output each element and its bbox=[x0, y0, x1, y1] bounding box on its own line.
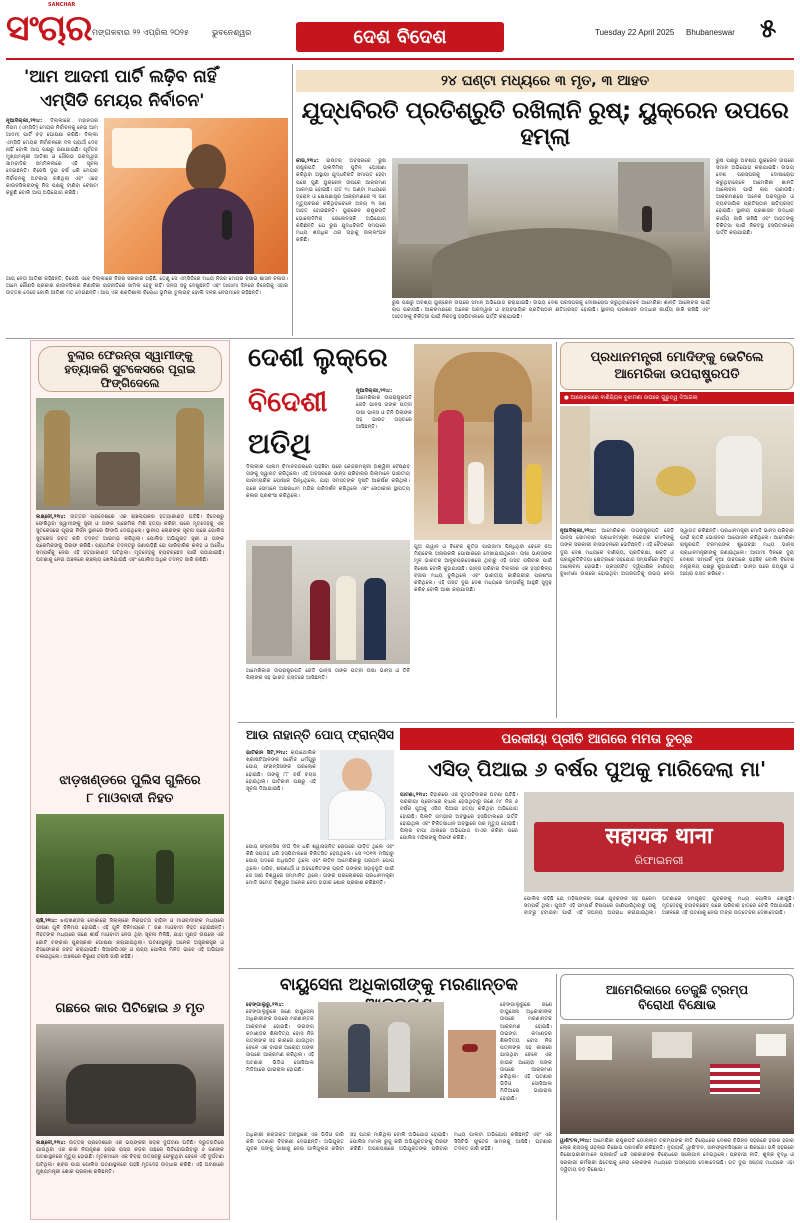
acid-body-b bbox=[524, 896, 794, 962]
suitcase-body bbox=[36, 514, 224, 770]
section-title: ଦେଶ ବିଦେଶ bbox=[353, 26, 447, 48]
pope-body-a bbox=[246, 750, 316, 840]
acid-headline: ଏସିଡ୍ ପିଆଇ ୬ ବର୍ଷର ପୁଅକୁ ମାରିଦେଲା ମା' bbox=[427, 757, 767, 781]
police-station-photo bbox=[524, 792, 794, 892]
story-maoist bbox=[36, 774, 224, 998]
airforce-dateline: ବେଙ୍ଗାଲୁରୁ,୨୧ା୪: bbox=[246, 1002, 284, 1008]
aircraft-stairs bbox=[252, 546, 292, 656]
story-aap bbox=[6, 64, 288, 332]
injured-officer-photo bbox=[448, 1030, 496, 1098]
col-rule-1 bbox=[292, 64, 293, 336]
pope-head bbox=[342, 758, 372, 792]
col-rule-bottom bbox=[556, 974, 557, 1220]
maoist-body bbox=[36, 918, 224, 998]
vance-figure bbox=[494, 404, 522, 524]
desi-text-a: ଆମେରିକାର ଉପରାଷ୍ଟ୍ରପତି ଜେଡି ଭାନ୍ସ ତାଙ୍କ ପତ୍ନୀ ଉଷା ଭାନ୍ସ ଓ ତିନି ପିଲାଙ୍କ ସହ ଭାରତ ଗସ୍ତରେ ଆସିଛନ୍ତି। bbox=[356, 395, 412, 431]
placard-2 bbox=[652, 1032, 692, 1058]
police-officer-1 bbox=[44, 410, 70, 506]
modi-dateline: ନୂଆଦିଲ୍ଲୀ,୨୧ା୪: bbox=[560, 528, 597, 534]
pope-dateline: ଭାଟିକାନ ସିଟି,୨୧ା୪: bbox=[246, 750, 288, 756]
col-rule-mid bbox=[556, 342, 557, 718]
aap-headline-1: 'ଆମ ଆଦମୀ ପାର୍ଟି ଲଢ଼ିବ ନାହିଁ bbox=[24, 67, 217, 87]
curtain-left bbox=[560, 406, 590, 524]
forest-photo bbox=[36, 814, 224, 914]
acid-text-b: ପୋଲିସ କହିଛି ଯେ ମହିଳାଙ୍କର ଜଣେ ଯୁବକଙ୍କ ସହ ପ୍ରେମ ସମ୍ପର୍କ ଥିଲା। ପୁଅଟି ଏହି ସମ୍ପର୍କ ବିଷୟରେ ଜାଣିପାରିଥିବାରୁ ତାକୁ ବାଟରୁ ହଟାଇବା ପାଇଁ ଏହି ଜଘନ୍ୟ ଅପରାଧ କରାଯାଇଥିଲା। ଘଟଣାରେ ସମ୍ପୃକ୍ତ ଯୁବକଙ୍କୁ ମଧ୍ୟ ପୋଲିସ ଖୋଜୁଛି। ମୃତଦେହକୁ ବ୍ୟବଚ୍ଛେଦ ପରେ ପରିବାର ହାତରେ ଟେକି ଦିଆଯାଇଛି। ଅଞ୍ଚଳରେ ଏହି ଘଟଣାକୁ ନେଇ ତୀବ୍ର ଉତ୍ତେଜନା ଦେଖାଦେଇଛି। bbox=[524, 896, 794, 917]
crash-dateline: ଲକ୍ଷ୍ନୌ,୨୧ା୪: bbox=[36, 1140, 66, 1146]
ukraine-body-under bbox=[392, 300, 710, 336]
welcome-person-3 bbox=[364, 578, 386, 660]
airforce-text-b: ଅଧିକାରୀ ରକ୍ତାକ୍ତ ଅବସ୍ଥାରେ ଏକ ଭିଡିଓ ଜାରି କରି ଘଟଣାର ବିବରଣୀ ଦେଇଛନ୍ତି। ଅଭିଯୁକ୍ତ ଯୁବକ ତାଙ୍କୁ ଭାଷାକୁ ନେଇ ଗାଳିଗୁଲଜ କରିବା ସହ ପଥର ମାରିଥିଲା ବୋଲି ଅଭିଯୋଗ ହୋଇଛି। ପୋଲିସ ମାମଲା ରୁଜୁ କରି ଅଭିଯୁକ୍ତଙ୍କୁ ଗିରଫ କରିଛି। ଅପରପକ୍ଷରେ ଅଭିଯୁକ୍ତଙ୍କ ପରିବାର ମଧ୍ୟ ପାଲଟା ଅଭିଯୋଗ କରିଛନ୍ତି ଏବଂ ଏକ ସିସିଟିଭି ଫୁଟେଜ ସାମ୍ନାକୁ ଆସିଛି। ଘଟଣାର ତଦନ୍ତ ଜାରି ରହିଛି। bbox=[246, 1132, 552, 1153]
trump-text: ଆମେରିକା ରାଷ୍ଟ୍ରପତି ଡୋନାଲ୍ଡ ଟ୍ରମ୍ପଙ୍କ ନୀତି ବିରୋଧରେ ଦେଶର ବିଭିନ୍ନ ସହରରେ ହଜାର ହଜାର ଲୋକ ରାସ୍ତାକୁ ଓହ୍ଲାଇ ବିକ୍ଷୋଭ ପ୍ରଦର୍ଶନ କରିଛନ୍ତି। ନ୍ୟୁୟର୍କ, ୱାଶିଂଟନ, ସାନଫ୍ରାନସିସ୍କୋ ଓ ଶିକାଗୋ ଭଳି ସହରରେ ବିକ୍ଷୋଭକାରୀମାନେ ପ୍ଲାକାର୍ଡ ଧରି ସରକାରଙ୍କ ବିରୋଧରେ ସ୍ଲୋଗାନ ଦେଇଥିଲେ। ପ୍ରବାସୀ ନୀତି, ଶୁଳ୍କ ବୃଦ୍ଧି ଓ ସରକାରୀ କର୍ମଚାରୀ ଛଟେଇକୁ ନେଇ ଲୋକଙ୍କ ମଧ୍ୟରେ ଅସନ୍ତୋଷ ଦେଖାଦେଇଛି। ଗତ ଦୁଇ ସପ୍ତାହ ମଧ୍ୟରେ ଏହା ଦ୍ୱିତୀୟ ବଡ଼ ବିକ୍ଷୋଭ। bbox=[560, 1138, 794, 1173]
aap-headline-2: ଏମ୍‌ସିଡି ମେୟର ନିର୍ବାଚନ' bbox=[40, 91, 205, 111]
trump-headline-1: ଆମେରିକାରେ ତେଜୁଛି ଟ୍ରମ୍ପ bbox=[605, 982, 749, 997]
story-pope bbox=[246, 728, 394, 962]
soldier-2 bbox=[156, 850, 174, 904]
story-trump-protest bbox=[560, 974, 794, 1220]
rubble-person bbox=[642, 206, 652, 232]
masthead-city: ଭୁବନେଶ୍ୱର bbox=[212, 28, 252, 37]
crash-headline: ଗଛରେ କାର ପିଟିହୋଇ ୬ ମୃତ bbox=[55, 1001, 205, 1016]
scuffle-person-1 bbox=[348, 1024, 370, 1092]
trump-body bbox=[560, 1138, 794, 1220]
masthead bbox=[0, 0, 800, 62]
desi-body-c bbox=[414, 544, 552, 716]
welcome-person-1 bbox=[310, 580, 330, 660]
page-number: ୫ bbox=[760, 14, 777, 44]
injury-mark bbox=[462, 1044, 478, 1052]
trump-dateline: ୱାଶିଂଟନ,୨୧ା୪: bbox=[560, 1138, 592, 1144]
maoist-dateline: ରାଞ୍ଚି,୨୧ା୪: bbox=[36, 918, 58, 924]
airforce-text-c: ବେଙ୍ଗାଲୁରୁରେ ଜଣେ ବାୟୁସେନା ଅଧିକାରୀଙ୍କ ଉପରେ ମରଣାନ୍ତକ ଆକ୍ରମଣ ହୋଇଛି। ଉଇଙ୍ଗ କମାଣ୍ଡର ଶିଳାଦିତ୍ୟ ବୋସ ନିଜ ପତ୍ନୀଙ୍କ ସହ କାରରେ ଯାଉଥିବା ବେଳେ ଏକ ବାଇକ ଆରୋହୀ ତାଙ୍କ ଉପରେ ଆକ୍ରମଣ କରିଥିଲା। ଏହି ଘଟଣାର ଭିଡିଓ ସୋସିଆଲ ମିଡିଆରେ ଭାଇରାଲ ହୋଇଛି। bbox=[500, 1002, 552, 1102]
story-modi-vance bbox=[560, 342, 794, 718]
masthead-date: ମଙ୍ଗଳବାର ୨୨ ଏପ୍ରିଲ ୨୦୨୫ bbox=[92, 28, 189, 37]
airport-welcome-photo bbox=[246, 540, 410, 664]
pope-headline: ଆଉ ନାହାନ୍ତି ପୋପ୍ ଫ୍ରାନ୍ସିସ bbox=[246, 727, 394, 742]
trump-headline-pill bbox=[560, 974, 794, 1020]
modi-meeting-photo bbox=[560, 406, 794, 524]
suitcase-photo bbox=[36, 398, 224, 510]
child-figure-1 bbox=[468, 462, 484, 524]
person-body bbox=[162, 188, 254, 274]
modi-headline-2: ଆମେରିକା ଉପରାଷ୍ଟ୍ରପତି bbox=[614, 367, 740, 382]
logo bbox=[6, 2, 96, 56]
vance-seated bbox=[594, 440, 634, 516]
welcome-person-2 bbox=[336, 576, 356, 660]
station-sign-odia: ରିଫାଇନରୀ bbox=[634, 854, 684, 867]
crash-body bbox=[36, 1140, 224, 1216]
masthead-date-en: Tuesday 22 April 2025 bbox=[595, 28, 675, 37]
logo-small: SANCHAR bbox=[48, 2, 76, 8]
child-figure-2 bbox=[526, 464, 542, 524]
crash-text: ଉତ୍ତର ପ୍ରଦେଶରେ ଏକ ଭୟଙ୍କର ସଡ଼କ ଦୁର୍ଘଟଣା ଘଟିଛି। ଦ୍ରୁତଗତିରେ ଯାଉଥିବା ଏକ କାର ନିୟନ୍ତ୍ରଣ ହରାଇ ରାସ୍ତା କଡ଼ର ଗଛରେ ପିଟିହୋଇଯିବାରୁ ୬ ଜଣଙ୍କ ଘଟଣାସ୍ଥଳରେ ମୃତ୍ୟୁ ହୋଇଛି। ମୃତକମାନେ ଏକ ବିବାହ ଉତ୍ସବରୁ ଫେରୁଥିବା ବେଳେ ଏହି ଦୁର୍ଘଟଣା ଘଟିଥିଲା। ଖବର ପାଇ ପୋଲିସ ଘଟଣାସ୍ଥଳରେ ପହଞ୍ଚି ମୃତଦେହ ଉଦ୍ଧାର କରିଛି। ଏହି ଘଟଣାରେ ମୁଖ୍ୟମନ୍ତ୍ରୀ ଶୋକ ପ୍ରକାଶ କରିଛନ୍ତି। bbox=[36, 1140, 224, 1175]
modi-headline-pill bbox=[560, 342, 794, 390]
pope-robe bbox=[328, 790, 386, 840]
desi-dateline: ନୂଆଦିଲ୍ଲୀ,୨୧ା୪: bbox=[356, 388, 393, 394]
modi-body bbox=[560, 528, 794, 718]
modi-text: ଆମେରିକାର ଉପରାଷ୍ଟ୍ରପତି ଜେଡି ଭାନ୍ସ ସୋମବାର ପ୍ରଧାନମନ୍ତ୍ରୀ ନରେନ୍ଦ୍ର ମୋଦିଙ୍କୁ ତାଙ୍କ ସରକାରୀ ବାସଭବନରେ ଭେଟିଛନ୍ତି। ଏହି ବୈଠକରେ ଦୁଇ ଦେଶ ମଧ୍ୟରେ ବାଣିଜ୍ୟ, ପ୍ରତିରକ୍ଷା, ଶକ୍ତି ଓ ପ୍ରଯୁକ୍ତିବିଦ୍ୟା କ୍ଷେତ୍ରରେ ସହଯୋଗ ସମ୍ପର୍କରେ ବିସ୍ତୃତ ଆଲୋଚନା ହୋଇଛି। ପ୍ରସ୍ତାବିତ ଦ୍ୱିପାକ୍ଷିକ ବାଣିଜ୍ୟ ବୁଝାମଣା ଉପରେ ହୋଇଥିବା ଅଗ୍ରଗତିକୁ ଉଭୟ ନେତା ସ୍ୱାଗତ କରିଛନ୍ତି। ପ୍ରଧାନମନ୍ତ୍ରୀ ମୋଦି ଭାନ୍ସ ପରିବାର ପାଇଁ ରାତ୍ରି ଭୋଜନର ଆୟୋଜନ କରିଥିଲେ। ଆମେରିକା ରାଷ୍ଟ୍ରପତି ଟ୍ରମ୍ପଙ୍କ ଶୁଭେଚ୍ଛା ମଧ୍ୟ ଭାନ୍ସ ପ୍ରଧାନମନ୍ତ୍ରୀଙ୍କୁ ଜଣାଇଥିଲେ। ଆଗାମୀ ଦିନରେ ଦୁଇ ଦେଶର ସମ୍ପର୍କ ନୂଆ ଉଚ୍ଚତାରେ ପହଞ୍ଚିବ ବୋଲି ବିଦେଶ ମନ୍ତ୍ରାଳୟ ପକ୍ଷରୁ କୁହାଯାଇଛି। ଭାନ୍ସ ପରେ ଜୟପୁର ଓ ଆଗ୍ରା ଗସ୍ତ କରିବେ। bbox=[560, 528, 794, 578]
aap-text-a: ଦିଲ୍ଲୀରେ ମହାନଗର ନିଗମ (ଏମ୍‌ସିଡି) ମେୟର ନିର୍ବାଚନକୁ ନେଇ ଆମ ଆଦମୀ ପାର୍ଟି ବଡ଼ ଘୋଷଣା କରିଛି। ଦିଲ୍ଲୀ ଏମ୍‌ସିଡି ମେୟର ନିର୍ବାଚନରେ ଦଳ ପ୍ରାର୍ଥୀ ଦେବ ନାହିଁ ବୋଲି ଆପ୍‌ ପକ୍ଷରୁ ଜଣାଯାଇଛି। ପୂର୍ବତନ ମୁଖ୍ୟମନ୍ତ୍ରୀ ଆତିଶୀ ଓ ସୌରଭ ଭରଦ୍ୱାଜ ସାମ୍ବାଦିକ ସମ୍ମିଳନୀରେ ଏହି ସୂଚନା ଦେଇଛନ୍ତି। ବିଜେପି ଦୁଇ ବର୍ଷ ଧରି ମେୟର ନିର୍ବାଚନକୁ ଅଟକାଇ ରଖିଥିଲା ଏବଂ ଏବେ କାଉନସିଲରଙ୍କୁ ନିଜ ପକ୍ଷକୁ ଟାଣିବା ଚେଷ୍ଟା କରୁଛି ବୋଲି ଆପ୍‌ ଅଭିଯୋଗ କରିଛି। bbox=[6, 118, 98, 197]
airforce-headline: ବାୟୁସେନା ଅଧିକାରୀଙ୍କୁ ମରଣାନ୍ତକ bbox=[280, 975, 518, 995]
trump-headline-2: ବିରୋଧୀ ବିକ୍ଷୋଭ bbox=[638, 997, 716, 1012]
protest-photo bbox=[560, 1024, 794, 1134]
acid-body-a bbox=[400, 792, 518, 962]
maoist-text: ଝାଡ଼ଖଣ୍ଡର ବୋକାରୋ ଜିଲ୍ଲାରେ ନିରାପତ୍ତା ବାହିନୀ ଓ ମାଓବାଦୀଙ୍କ ମଧ୍ୟରେ ଭୀଷଣ ଗୁଳି ବିନିମୟ ହୋଇଛି। ଏହି ଗୁଳି ବିନିମୟରେ ୮ ଜଣ ମାଓବାଦୀ ନିହତ ହୋଇଛନ୍ତି। ନିହତଙ୍କ ମଧ୍ୟରେ ଜଣେ ଶୀର୍ଷ ମାଓବାଦୀ ନେତା ଥିବା ସୂଚନା ମିଳିଛି, ଯାହା ମୁଣ୍ଡ ଉପରେ ଏକ କୋଟି ଟଙ୍କାର ପୁରସ୍କାର ଘୋଷଣା କରାଯାଇଥିଲା। ଘଟଣାସ୍ଥଳରୁ ଅନେକ ଅସ୍ତ୍ରଶସ୍ତ୍ର ଓ ବିସ୍ଫୋରକ ଜବତ କରାଯାଇଛି। ସିଆରପିଏଫ୍ ଓ ରାଜ୍ୟ ପୋଲିସ ମିଳିତ ଭାବେ ଏହି ଅଭିଯାନ ଚଳାଇଥିଲେ। ଅଞ୍ଚଳରେ ଚିରୁଣୀ ତଲାସି ଜାରି ରହିଛି। bbox=[36, 918, 224, 961]
person-head bbox=[186, 144, 226, 192]
station-sign-hindi: सहायक थाना bbox=[605, 824, 713, 849]
desi-headline-3: ଅତିଥି bbox=[248, 427, 312, 460]
ukraine-text-a: ଇଷ୍ଟର ଅବସରରେ ରୁଷ ରାଷ୍ଟ୍ରପତି ଭ୍ଲାଦିମିର୍ ପୁଟିନ୍ ଘୋଷଣା କରିଥିବା ଅସ୍ଥାୟୀ ଯୁଦ୍ଧବିରତି ସମାପ୍ତ ହେବା ପରେ ପୁଣି ୟୁକ୍ରେନ ଉପରେ ଆକ୍ରମଣ ଆରମ୍ଭ ହୋଇଛି। ଗତ ୨୪ ଘଣ୍ଟା ମଧ୍ୟରେ ଡ୍ରୋନ ଓ କ୍ଷେପଣାସ୍ତ୍ର ଆକ୍ରମଣରେ ୩ ଜଣ ମୃତ୍ୟୁବରଣ କରିଥିବାବେଳେ ଅନ୍ୟ ୩ ଜଣ ଆହତ ହୋଇଛନ୍ତି। ୟୁକ୍ରେନ ରାଷ୍ଟ୍ରପତି ଭୋଲୋଦିମିର୍ ଜେଲେନ୍‌ସ୍କି ଅଭିଯୋଗ କରିଛନ୍ତି ଯେ ରୁଷ ଯୁଦ୍ଧବିରତି ସମୟରେ ମଧ୍ୟ ଶତାଧିକ ଥର ତାହାକୁ ଉଲ୍ଲଂଘନ କରିଛି। bbox=[296, 158, 386, 244]
desi-text-b: ଦିଲ୍ଲୀର ପାଲମ ବିମାନବନ୍ଦରରେ ପହଞ୍ଚିବା ପରେ କେନ୍ଦ୍ରମନ୍ତ୍ରୀ ଅଶ୍ୱିନୀ ବୈଷ୍ଣବ ତାଙ୍କୁ ସ୍ୱାଗତ କରିଥିଲେ। ଏହି ଅବସରରେ ଭାନ୍ସ ପରିବାରର ପିଲାମାନେ ଭାରତୀୟ ପାରମ୍ପରିକ ପୋଷାକ ପିନ୍ଧିଥିଲେ, ଯାହା ସମସ୍ତଙ୍କ ଦୃଷ୍ଟି ଆକର୍ଷଣ କରିଥିଲା। ପରେ ସେମାନେ ଅକ୍ଷରଧାମ ମନ୍ଦିର ପରିଦର୍ଶନ କରିଥିଲେ ଏବଂ ସେଠାକାର ସ୍ଥାପତ୍ୟ କଳାର ପ୍ରଶଂସା କରିଥିଲେ। bbox=[246, 464, 410, 499]
building-left bbox=[398, 164, 468, 244]
banner-text-shape bbox=[112, 128, 192, 168]
ukraine-headline: ଯୁଦ୍ଧବିରତି ପ୍ରତିଶ୍ରୁତି ରଖିଲାନି ରୁଷ୍; ୟୁକ୍ରେନ ଉପରେ ହମ୍‌ଲା bbox=[301, 98, 789, 151]
acid-kicker-band bbox=[400, 728, 794, 750]
pope-text-a: କ୍ୟାଥୋଲିକ ଖ୍ରୀଷ୍ଟିଆନଙ୍କ ସର୍ବୋଚ୍ଚ ଧର୍ମଗୁରୁ ପୋପ୍ ଫ୍ରାନ୍ସିସଙ୍କ ପରଲୋକ ହୋଇଛି। ତାଙ୍କୁ ୮୮ ବର୍ଷ ବୟସ ହୋଇଥିଲା। ଭାଟିକାନ ପକ୍ଷରୁ ଏହି ସୂଚନା ଦିଆଯାଇଛି। bbox=[246, 750, 316, 793]
modi-seated bbox=[716, 436, 762, 516]
scuffle-person-2 bbox=[388, 1022, 410, 1092]
aap-body-a bbox=[6, 118, 98, 274]
aap-body-b bbox=[6, 276, 288, 332]
masthead-city-en: Bhubaneswar bbox=[686, 28, 735, 37]
story-desi-look bbox=[246, 342, 552, 718]
soldier-1 bbox=[96, 854, 114, 904]
placard-3 bbox=[756, 1034, 786, 1056]
suitcase-headline: ବୁଲାର ଫେରନ୍ତା ସ୍ୱାମୀଙ୍କୁ ହତ୍ୟାକରି ସୁଟକେସରେ ପୂରାଇ ଫିଙ୍ଗିଦେଲେ bbox=[64, 348, 196, 390]
maoist-headline-2: ୮ ମାଓବାଦୀ ନିହତ bbox=[86, 791, 174, 806]
maoist-headline-1: ଝାଡ଼ଖଣ୍ଡରେ ପୁଲିସ ଗୁଳିରେ bbox=[59, 773, 201, 788]
vance-family-photo bbox=[414, 344, 552, 540]
story-suitcase bbox=[36, 346, 224, 770]
pope-body-b bbox=[246, 844, 394, 962]
desi-body-d bbox=[246, 668, 410, 716]
ukraine-body-col3 bbox=[716, 158, 794, 336]
wrecked-car bbox=[66, 1064, 196, 1124]
suitcase-dateline: ଲକ୍ଷ୍ନୌ,୨୧ା୪: bbox=[36, 514, 66, 520]
desi-headline-2: ବିଦେଶୀ bbox=[248, 385, 328, 418]
desi-body-b bbox=[246, 464, 410, 536]
ukraine-text-c: ରୁଷ ପକ୍ଷରୁ ଅବଶ୍ୟ ୟୁକ୍ରେନ ଉପରେ ସମାନ ଅଭିଯୋଗ କରାଯାଇଛି। ଉଭୟ ଦେଶ ପରସ୍ପରକୁ ଦୋଷାରୋପ କରୁଥିବାବେଳେ ଆମେରିକା ଶାନ୍ତି ଆଲୋଚନା ପାଇଁ ଚାପ ପକାଉଛି। ଆକ୍ରମଣରେ ଅନେକ ଘରଦ୍ୱାର ଓ ବ୍ୟବସାୟିକ ପ୍ରତିଷ୍ଠାନ କ୍ଷତିଗ୍ରସ୍ତ ହୋଇଛି। ସ୍ଥାନୀୟ ପ୍ରଶାସନ ଉଦ୍ଧାର କାର୍ଯ୍ୟ ଜାରି ରଖିଛି ଏବଂ ଆହତଙ୍କୁ ଚିକିତ୍ସା ପାଇଁ ନିକଟସ୍ଥ ହସ୍ପିଟାଲରେ ଭର୍ତ୍ତି କରାଯାଇଛି। bbox=[716, 158, 794, 237]
airforce-body-a bbox=[246, 1002, 314, 1128]
mic-shape bbox=[222, 210, 232, 240]
ukraine-kicker-text: ୨୪ ଘଣ୍ଟା ମଧ୍ୟରେ ୩ ମୃତ, ୩ ଆହତ bbox=[440, 73, 650, 89]
ukraine-body-col1 bbox=[296, 158, 386, 336]
pope-text-b: ପୋପ୍ ଫ୍ରାନ୍ସିସ ଦୀର୍ଘ ଦିନ ଧରି ଶ୍ୱାସଜନିତ ରୋଗରେ ପୀଡ଼ିତ ଥିଲେ ଏବଂ କିଛି ସପ୍ତାହ ଧରି ହସ୍ପିଟାଲରେ ଚିକିତ୍ସିତ ହେଉଥିଲେ। ସେ ୨୦୧୩ ମସିହାରୁ ପୋପ୍ ପଦରେ ଅଧିଷ୍ଠିତ ଥିଲେ ଏବଂ ଲାଟିନ ଆମେରିକାରୁ ପ୍ରଥମ ପୋପ୍ ଥିଲେ। ଗରିବ, ଶରଣାର୍ଥୀ ଓ ଅବହେଳିତଙ୍କ ପ୍ରତି ତାଙ୍କର ସହାନୁଭୂତି ପାଇଁ ସେ ସାରା ବିଶ୍ୱରେ ସମ୍ମାନିତ ଥିଲେ। ତାଙ୍କ ପରଲୋକରେ ପ୍ରଧାନମନ୍ତ୍ରୀ ମୋଦି ସମେତ ବିଶ୍ୱର ଅନେକ ନେତା ଗଭୀର ଶୋକ ପ୍ରକାଶ କରିଛନ୍ତି। bbox=[246, 844, 394, 887]
suitcase-shape bbox=[96, 452, 140, 506]
flower-table bbox=[656, 466, 696, 496]
us-flag bbox=[710, 1064, 760, 1094]
scuffle-photo bbox=[318, 1002, 444, 1098]
ukraine-kicker bbox=[296, 70, 794, 92]
pope-photo bbox=[320, 750, 394, 840]
story-car-crash bbox=[36, 1002, 224, 1216]
desi-body-a bbox=[356, 388, 412, 460]
row-rule-3 bbox=[238, 968, 794, 969]
airforce-body-b bbox=[246, 1132, 552, 1220]
police-officer-2 bbox=[176, 408, 204, 506]
desi-text-c: ପୁଅ ଇୱାନ ଓ ବିବେକ କୁର୍ତ୍ତା ପାଇଜାମା ପିନ୍ଧିଥିବା ବେଳେ ଝିଅ ମିରାବେଲ ଅନାରକଲି ପୋଷାକରେ ଦେଖାଯାଇଥିଲେ। ଉଷା ଭାନ୍ସଙ୍କ ମୂଳ ଭାରତର ଆନ୍ଧ୍ରପ୍ରଦେଶରେ ଥିବାରୁ ଏହି ଗସ୍ତ ପରିବାର ପାଇଁ ବିଶେଷ ବୋଲି କୁହାଯାଉଛି। ଭାନ୍ସ ପରିବାର ଦିଲ୍ଲୀର ଏକ ହସ୍ତଶିଳ୍ପ ବଜାର ମଧ୍ୟ ବୁଲିଥିଲେ ଏବଂ ଭାରତୀୟ କାରିଗରୀର ପ୍ରଶଂସା କରିଥିଲେ। ଏହି ଗସ୍ତ ଦୁଇ ଦେଶ ମଧ୍ୟରେ ସମ୍ପର୍କକୁ ଆହୁରି ସୁଦୃଢ଼ କରିବ ବୋଲି ଆଶା କରାଯାଉଛି। bbox=[414, 544, 552, 594]
desi-headline-1: ଦେଶୀ ଲୁକ୍‌ରେ bbox=[248, 343, 388, 373]
acid-kicker: ପରକୀୟା ପ୍ରୀତି ଆଗରେ ମମତା ତୁଚ୍ଛ bbox=[501, 731, 693, 747]
modi-tagline: ● ଆଲୋଚନାରେ ବାଣିଜ୍ୟିକ ବୁଝାମଣା ଉପରେ ଗୁରୁତ୍ୱ ଦିଆଗଲା bbox=[564, 395, 698, 401]
placard-1 bbox=[576, 1036, 612, 1060]
airforce-body-c bbox=[500, 1002, 552, 1128]
rubble-pile bbox=[432, 228, 672, 298]
acid-dateline: ପାଟଣା,୨୧ା୪: bbox=[400, 792, 428, 798]
acid-text-a: ବିହାରରେ ଏକ ହୃଦୟବିଦାରକ ଘଟଣା ଘଟିଛି। ପରକୀୟା ପ୍ରେମରେ ବାଧକ ହେଉଥିବାରୁ ଜଣେ ମା' ନିଜ ୬ ବର୍ଷର ପୁଅକୁ ଏସିଡ୍ ପିଆଇ ହତ୍ୟା କରିଥିବା ଅଭିଯୋଗ ହୋଇଛି। ପିଲାଟି ଗମ୍ଭୀର ଅବସ୍ଥାରେ ହସ୍ପିଟାଲରେ ଭର୍ତ୍ତି ହୋଇଥିଲା ଏବଂ ଚିକିତ୍ସାଧୀନ ଅବସ୍ଥାରେ ତାର ମୃତ୍ୟୁ ହୋଇଛି। ପିଲାର ବାପା ଥାନାରେ ଅଭିଯୋଗ ଦାଏର କରିବା ପରେ ପୋଲିସ ମହିଳାଙ୍କୁ ଗିରଫ କରିଛି। bbox=[400, 792, 518, 842]
aap-text-b: ଆପ୍‌ ନେତା ଆତିଶୀ କହିଛନ୍ତି, ବିଜେପି ଏବେ ଦିଲ୍ଲୀରେ ନିଜର ସରକାର ଗଢ଼ିଛି, ତେଣୁ ସେ ଏମ୍‌ସିଡିରେ ମଧ୍ୟ ନିଜର ମେୟର ବସାଇ ଶାସନ ଚଳାଉ। ଆମେ କୌଣସି ପ୍ରକାର କାଉନସିଲର କିଣାବିକା ରାଜନୀତିରେ ସାମିଲ ହେବୁ ନାହିଁ। ଜନତା ସବୁ ଦେଖୁଛନ୍ତି ଏବଂ ଆଗାମୀ ଦିନରେ ବିଜେପିକୁ ଏହାର ଉତ୍ତର ଦେବେ ବୋଲି ଆତିଶୀ ମତ ଦେଇଛନ୍ତି। ଆପ୍‌ ଏକ ଶକ୍ତିଶାଳୀ ବିରୋଧୀ ଭୂମିକା ତୁଲାଇବ ବୋଲି ଦଳର ନେତାମାନେ କହିଛନ୍ତି। bbox=[6, 276, 288, 297]
logo-text: ସଂଚାର bbox=[6, 7, 92, 49]
story-airforce bbox=[246, 974, 552, 1220]
modi-headline-1: ପ୍ରଧାନମନ୍ତ୍ରୀ ମୋଦିଙ୍କୁ ଭେଟିଲେ bbox=[590, 350, 764, 365]
story-acid bbox=[400, 728, 794, 962]
crash-photo bbox=[36, 1024, 224, 1136]
atishi-photo bbox=[104, 118, 288, 274]
ukraine-rubble-photo bbox=[392, 158, 710, 298]
usha-figure bbox=[438, 410, 464, 524]
aap-dateline: ନୂଆଦିଲ୍ଲୀ,୨୧ା୪: bbox=[6, 118, 43, 124]
ukraine-dateline: କୀଭ,୨୧ା୪: bbox=[296, 158, 319, 164]
suitcase-text: ଉତ୍ତର ପ୍ରଦେଶରେ ଏକ ଚାଞ୍ଚଲ୍ୟକର ହତ୍ୟାକାଣ୍ଡ ଘଟିଛି। ବିଦେଶରୁ ଫେରିଥିବା ସ୍ୱାମୀଙ୍କୁ ସ୍ତ୍ରୀ ଓ ତାଙ୍କ ପ୍ରେମିକ ମିଶି ହତ୍ୟା କରିବା ପରେ ମୃତଦେହକୁ ଏକ ସୁଟକେସରେ ପୂରାଇ ନିର୍ଜନ ସ୍ଥାନରେ ଫିଙ୍ଗି ଦେଇଥିଲେ। ସ୍ଥାନୀୟ ଲୋକଙ୍କ ସୂଚନା ପରେ ପୋଲିସ ସୁଟକେସ ଜବତ କରି ତଦନ୍ତ ଆରମ୍ଭ କରିଥିଲା। ପୋଲିସ ଅଭିଯୁକ୍ତ ସ୍ତ୍ରୀ ଓ ତାଙ୍କ ପ୍ରେମିକଙ୍କୁ ଗିରଫ କରିଛି। ପ୍ରାଥମିକ ତଦନ୍ତରୁ ଜଣାପଡ଼ିଛି ଯେ ପାରିବାରିକ କଳହ ଓ ଅବୈଧ ସମ୍ପର୍କକୁ ନେଇ ଏହି ହତ୍ୟାକାଣ୍ଡ ଘଟିଥିଲା। ମୃତଦେହକୁ ବ୍ୟବଚ୍ଛେଦ ପାଇଁ ପଠାଯାଇଛି। ଘଟଣାକୁ ନେଇ ଅଞ୍ଚଳରେ ଚାଞ୍ଚଲ୍ୟ ଖେଳିଯାଇଛି ଏବଂ ପୋଲିସ ଅଧିକ ତଦନ୍ତ ଜାରି ରଖିଛି। bbox=[36, 514, 224, 564]
building-right bbox=[618, 162, 704, 232]
airforce-text-a: ବେଙ୍ଗାଲୁରୁରେ ଜଣେ ବାୟୁସେନା ଅଧିକାରୀଙ୍କ ଉପରେ ମରଣାନ୍ତକ ଆକ୍ରମଣ ହୋଇଛି। ଉଇଙ୍ଗ କମାଣ୍ଡର ଶିଳାଦିତ୍ୟ ବୋସ ନିଜ ପତ୍ନୀଙ୍କ ସହ କାରରେ ଯାଉଥିବା ବେଳେ ଏକ ବାଇକ ଆରୋହୀ ତାଙ୍କ ଉପରେ ଆକ୍ରମଣ କରିଥିଲା। ଏହି ଘଟଣାର ଭିଡିଓ ସୋସିଆଲ ମିଡିଆରେ ଭାଇରାଲ ହୋଇଛି। bbox=[246, 1009, 314, 1073]
desi-text-d: ଆମେରିକାର ଉପରାଷ୍ଟ୍ରପତି ଜେଡି ଭାନ୍ସ ତାଙ୍କ ପତ୍ନୀ ଉଷା ଭାନ୍ସ ଓ ତିନି ପିଲାଙ୍କ ସହ ଭାରତ ଗସ୍ତରେ ଆସିଛନ୍ତି। bbox=[246, 668, 410, 682]
masthead-rule bbox=[6, 58, 794, 60]
ukraine-text-b: ରୁଷ ପକ୍ଷରୁ ଅବଶ୍ୟ ୟୁକ୍ରେନ ଉପରେ ସମାନ ଅଭିଯୋଗ କରାଯାଇଛି। ଉଭୟ ଦେଶ ପରସ୍ପରକୁ ଦୋଷାରୋପ କରୁଥିବାବେଳେ ଆମେରିକା ଶାନ୍ତି ଆଲୋଚନା ପାଇଁ ଚାପ ପକାଉଛି। ଆକ୍ରମଣରେ ଅନେକ ଘରଦ୍ୱାର ଓ ବ୍ୟବସାୟିକ ପ୍ରତିଷ୍ଠାନ କ୍ଷତିଗ୍ରସ୍ତ ହୋଇଛି। ସ୍ଥାନୀୟ ପ୍ରଶାସନ ଉଦ୍ଧାର କାର୍ଯ୍ୟ ଜାରି ରଖିଛି ଏବଂ ଆହତଙ୍କୁ ଚିକିତ୍ସା ପାଇଁ ନିକଟସ୍ଥ ହସ୍ପିଟାଲରେ ଭର୍ତ୍ତି କରାଯାଇଛି। bbox=[392, 300, 710, 321]
story-ukraine bbox=[296, 64, 794, 336]
row-rule-1 bbox=[6, 338, 794, 339]
row-rule-2 bbox=[238, 722, 794, 723]
suitcase-headline-pill bbox=[38, 346, 222, 392]
